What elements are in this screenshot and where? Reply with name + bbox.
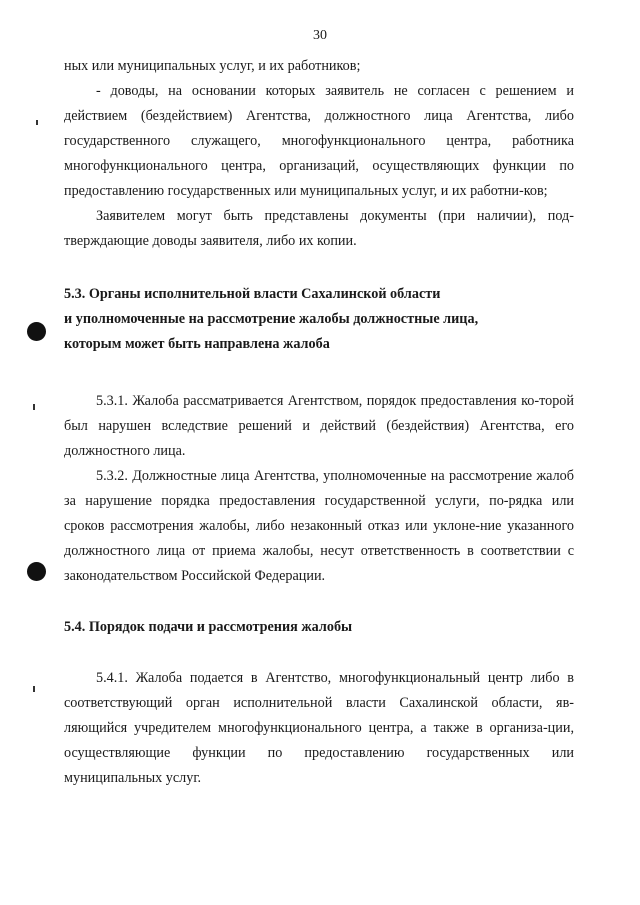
- binder-hole-bottom: [27, 562, 46, 581]
- section-heading-line: и уполномоченные на рассмотрение жалобы должностные лица,: [64, 311, 479, 327]
- section-heading-line: 5.3. Органы исполнительной власти Сахалинской области: [64, 286, 441, 302]
- scan-speck: [33, 404, 35, 410]
- paragraph: 5.4.1. Жалоба подается в Агентство, многофункциональный центр либо в соответствующий орган исполнительной власти Сахалинской области, яв-ляющийся учредителем многофункционального центра, а также в организа-ции, осуществляющие функции по предоставлению государственных или муниципальных услуг.: [64, 670, 574, 786]
- scan-speck: [33, 686, 35, 692]
- paragraph: 5.3.1. Жалоба рассматривается Агентством, порядок предоставления ко-торой был нарушен вследствие решений и действий (бездействия) Агентства, его должностного лица.: [64, 393, 574, 459]
- paragraph: - доводы, на основании которых заявитель не согласен с решением и действием (бездействием) Агентства, должностного лица Агентства, либо государственного служащего, многофункционального центра, работника многофункционального центра, организаций, осуществляющих функции по предоставлению государственных или муниципальных услуг, и их работни-ков;: [64, 83, 574, 199]
- section-heading-line: которым может быть направлена жалоба: [64, 336, 330, 352]
- scan-speck: [36, 120, 38, 125]
- paragraph: Заявителем могут быть представлены документы (при наличии), под-тверждающие доводы заявителя, либо их копии.: [64, 208, 574, 249]
- binder-hole-top: [27, 322, 46, 341]
- document-body: [64, 54, 574, 791]
- paragraph: 5.3.2. Должностные лица Агентства, уполномоченные на рассмотрение жалоб за нарушение порядка предоставления государственной услуги, по-рядка или сроков рассмотрения жалобы, либо незаконный отказ или уклоне-ние указанного должностного лица от приема жалобы, несут ответственность в соответствии с законодательством Российской Федерации.: [64, 468, 574, 584]
- paragraph: ных или муниципальных услуг, и их работников;: [64, 58, 361, 74]
- page-number: 30: [313, 28, 327, 43]
- section-heading: 5.4. Порядок подачи и рассмотрения жалобы: [64, 619, 353, 635]
